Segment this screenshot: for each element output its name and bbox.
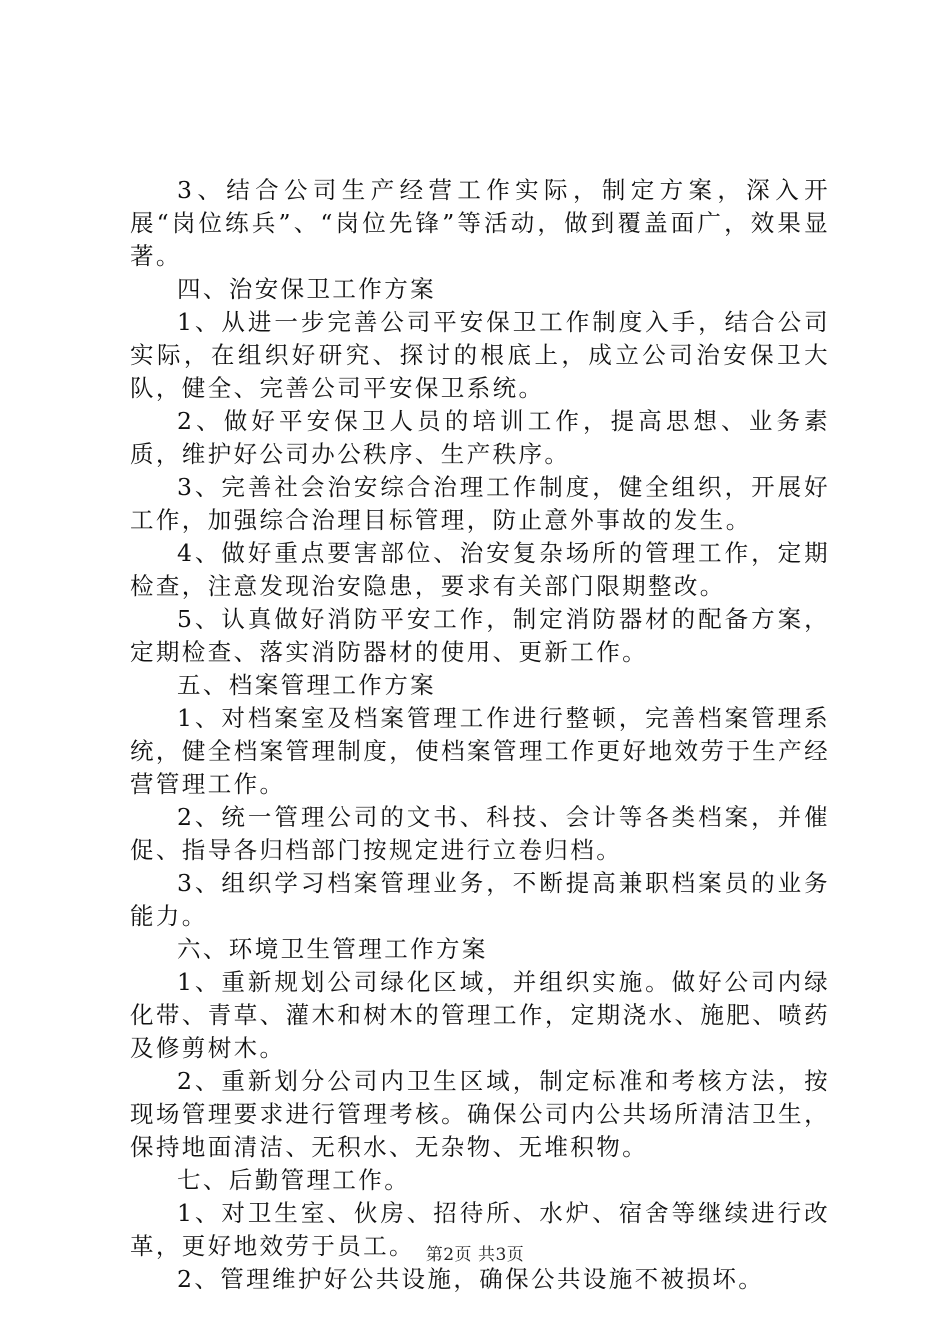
- document-body: [130, 174, 830, 1296]
- paragraph-item: 1、从进一步完善公司平安保卫工作制度入手，结合公司实际，在组织好研究、探讨的根底上，成立公司治安保卫大队，健全、完善公司平安保卫系统。: [130, 308, 830, 402]
- paragraph-item: 5、认真做好消防平安工作，制定消防器材的配备方案，定期检查、落实消防器材的使用、更新工作。: [130, 605, 830, 666]
- paragraph-item: 2、做好平安保卫人员的培训工作，提高思想、业务素质，维护好公司办公秩序、生产秩序。: [130, 407, 830, 468]
- paragraph-item: 2、统一管理公司的文书、科技、会计等各类档案，并催促、指导各归档部门按规定进行立卷归档。: [130, 803, 830, 864]
- paragraph-item: 4、做好重点要害部位、治安复杂场所的管理工作，定期检查，注意发现治安隐患，要求有关部门限期整改。: [130, 539, 830, 600]
- section-heading: 七、后勤管理工作。: [177, 1166, 411, 1194]
- paragraph-item: 2、重新划分公司内卫生区域，制定标准和考核方法，按现场管理要求进行管理考核。确保公司内公共场所清洁卫生，保持地面清洁、无积水、无杂物、无堆积物。: [130, 1067, 830, 1161]
- page-number-label: 第2页 共3页: [425, 1245, 525, 1265]
- paragraph-item: 3、结合公司生产经营工作实际，制定方案，深入开展“岗位练兵”、“岗位先锋”等活动，做到覆盖面广，效果显著。: [130, 176, 830, 270]
- page-footer: [0, 1244, 950, 1266]
- section-heading: 五、档案管理工作方案: [177, 671, 436, 699]
- paragraph-item: 3、完善社会治安综合治理工作制度，健全组织，开展好工作，加强综合治理目标管理，防止意外事故的发生。: [130, 473, 830, 534]
- paragraph-item: 1、对卫生室、伙房、招待所、水炉、宿舍等继续进行改革，更好地效劳于员工。: [130, 1199, 830, 1260]
- paragraph-item: 1、重新规划公司绿化区域，并组织实施。做好公司内绿化带、青草、灌木和树木的管理工作，定期浇水、施肥、喷药及修剪树木。: [130, 968, 830, 1062]
- paragraph-item: 2、管理维护好公共设施，确保公共设施不被损坏。: [177, 1265, 765, 1293]
- section-heading: 六、环境卫生管理工作方案: [177, 935, 488, 963]
- paragraph-item: 1、对档案室及档案管理工作进行整顿，完善档案管理系统，健全档案管理制度，使档案管理工作更好地效劳于生产经营管理工作。: [130, 704, 830, 798]
- section-heading: 四、治安保卫工作方案: [177, 275, 436, 303]
- paragraph-item: 3、组织学习档案管理业务，不断提高兼职档案员的业务能力。: [130, 869, 830, 930]
